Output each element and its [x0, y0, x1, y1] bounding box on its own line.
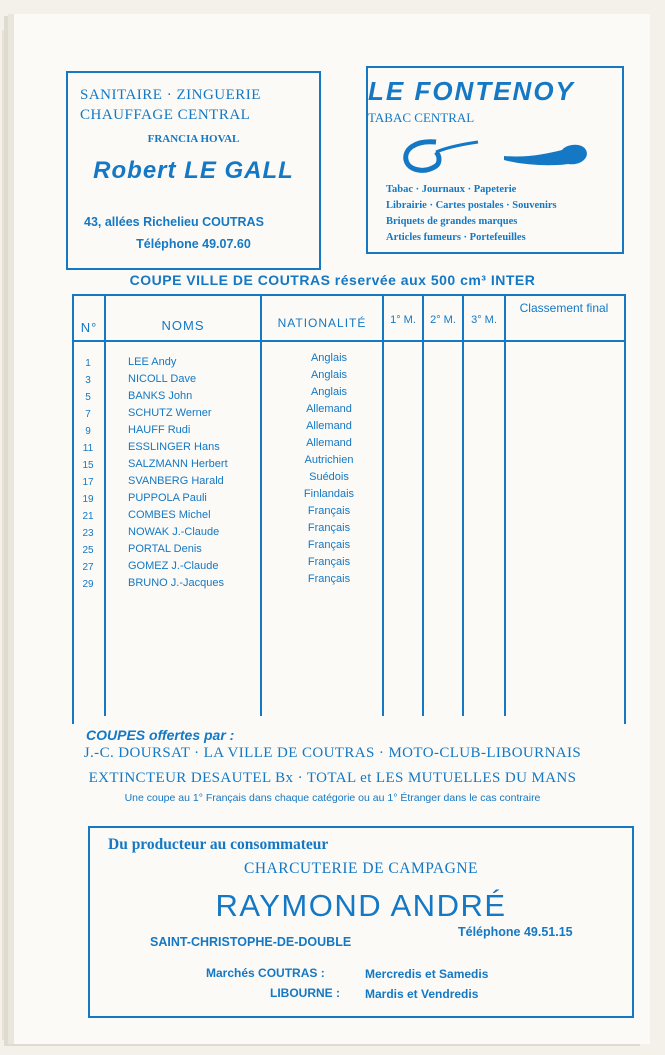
ad-raymond-andre: [88, 826, 634, 1018]
rider-name: LEE Andy: [128, 356, 177, 368]
rider-number: 27: [82, 562, 94, 573]
rider-number: 25: [82, 545, 94, 556]
header-m1: 1° M.: [390, 314, 416, 326]
ad2-subtitle: TABAC CENTRAL: [368, 110, 475, 125]
rider-name: HAUFF Rudi: [128, 424, 191, 436]
ad1-line2: CHAUFFAGE CENTRAL: [80, 107, 251, 123]
rider-name: SCHUTZ Werner: [128, 407, 212, 419]
ad3-name: RAYMOND ANDRÉ: [215, 888, 507, 923]
ad2-line: Briquets de grandes marques: [386, 216, 518, 227]
rider-nationality: Autrichien: [304, 454, 354, 466]
ad1-name: Robert LE GALL: [93, 157, 294, 184]
rider-number: 17: [82, 477, 94, 488]
rider-nationality: Français: [307, 573, 351, 585]
rider-name: PUPPOLA Pauli: [128, 492, 207, 504]
rider-name: BANKS John: [128, 390, 193, 402]
rider-number: 9: [85, 426, 91, 437]
ad3-market1-label: Marchés COUTRAS :: [206, 966, 325, 980]
rider-nationality: Allemand: [306, 437, 352, 449]
rider-number: 21: [82, 511, 94, 522]
rider-name: PORTAL Denis: [128, 543, 202, 555]
rider-number: 15: [82, 460, 94, 471]
rider-number: 5: [85, 392, 91, 403]
ad3-line1: Du producteur au consommateur: [108, 836, 329, 853]
rider-name: ESSLINGER Hans: [128, 441, 220, 453]
ad3-line2: CHARCUTERIE DE CAMPAGNE: [244, 860, 478, 877]
race-heading: COUPE VILLE DE COUTRAS réservée aux 500 cm³ INTER: [129, 272, 536, 288]
rider-nationality: Suédois: [309, 471, 349, 483]
ad2-line: Articles fumeurs · Portefeuilles: [386, 232, 526, 243]
rider-number: 1: [85, 358, 91, 369]
ad3-phone: Téléphone 49.51.15: [458, 925, 573, 939]
rider-nationality: Anglais: [310, 352, 348, 364]
rider-name: NOWAK J.-Claude: [128, 526, 220, 538]
header-m3: 3° M.: [471, 314, 497, 326]
header-num: N°: [80, 320, 98, 335]
rider-number: 11: [82, 443, 94, 454]
rider-number: 7: [85, 409, 91, 420]
rider-number: 3: [85, 375, 91, 386]
page-stack-edge: [2, 30, 10, 1040]
ad1-line1: SANITAIRE · ZINGUERIE: [80, 87, 261, 103]
rider-number: 29: [82, 579, 94, 590]
ad3-market2-label: LIBOURNE :: [270, 986, 340, 1000]
ad1-address: 43, allées Richelieu COUTRAS: [84, 215, 264, 229]
coupes-title: COUPES offertes par :: [86, 727, 235, 743]
rider-name: GOMEZ J.-Claude: [128, 560, 219, 572]
coupes-note: Une coupe au 1° Français dans chaque catégorie ou au 1° Étranger dans le cas contraire: [124, 792, 541, 804]
header-classement: Classement final: [519, 301, 609, 315]
rider-nationality: Allemand: [306, 403, 352, 415]
table-divider: [382, 296, 384, 716]
ad-le-fontenoy: [366, 66, 624, 254]
rider-nationality: Finlandais: [303, 488, 355, 500]
rider-name: SVANBERG Harald: [128, 475, 224, 487]
ad2-line: Tabac · Journaux · Papeterie: [386, 184, 517, 195]
table-divider: [104, 296, 106, 716]
header-names: NOMS: [161, 318, 205, 333]
coupes-line2: EXTINCTEUR DESAUTEL Bx · TOTAL et LES MUTUELLES DU MANS: [88, 770, 577, 786]
table-divider: [260, 296, 262, 716]
rider-nationality: Français: [307, 505, 351, 517]
rider-nationality: Anglais: [310, 386, 348, 398]
table-divider: [462, 296, 464, 716]
rider-nationality: Français: [307, 539, 351, 551]
rider-name: COMBES Michel: [128, 509, 211, 521]
ad-robert-le-gall: [66, 71, 321, 270]
rider-nationality: Français: [307, 556, 351, 568]
rider-nationality: Allemand: [306, 420, 352, 432]
riders-table: [72, 294, 626, 724]
rider-name: NICOLL Dave: [128, 373, 197, 385]
rider-name: SALZMANN Herbert: [128, 458, 228, 470]
header-rule: [74, 340, 624, 342]
ad3-place: SAINT-CHRISTOPHE-DE-DOUBLE: [150, 935, 352, 949]
table-divider: [422, 296, 424, 716]
ad2-line: Librairie · Cartes postales · Souvenirs: [386, 200, 557, 211]
rider-name: BRUNO J.-Jacques: [128, 577, 224, 589]
table-divider: [504, 296, 506, 716]
ad3-market2-days: Mardis et Vendredis: [365, 987, 479, 1001]
pipes-icon: [396, 136, 596, 178]
coupes-line1: J.-C. DOURSAT · LA VILLE DE COUTRAS · MOTO-CLUB-LIBOURNAIS: [83, 745, 582, 761]
rider-number: 23: [82, 528, 94, 539]
header-nationality: NATIONALITÉ: [277, 316, 367, 330]
ad1-brand: FRANCIA HOVAL: [147, 133, 240, 145]
ad2-title: LE FONTENOY: [368, 76, 575, 106]
ad1-phone: Téléphone 49.07.60: [136, 237, 251, 251]
ad3-market1-days: Mercredis et Samedis: [365, 967, 489, 981]
header-m2: 2° M.: [430, 314, 456, 326]
rider-number: 19: [82, 494, 94, 505]
rider-nationality: Français: [307, 522, 351, 534]
rider-nationality: Anglais: [310, 369, 348, 381]
